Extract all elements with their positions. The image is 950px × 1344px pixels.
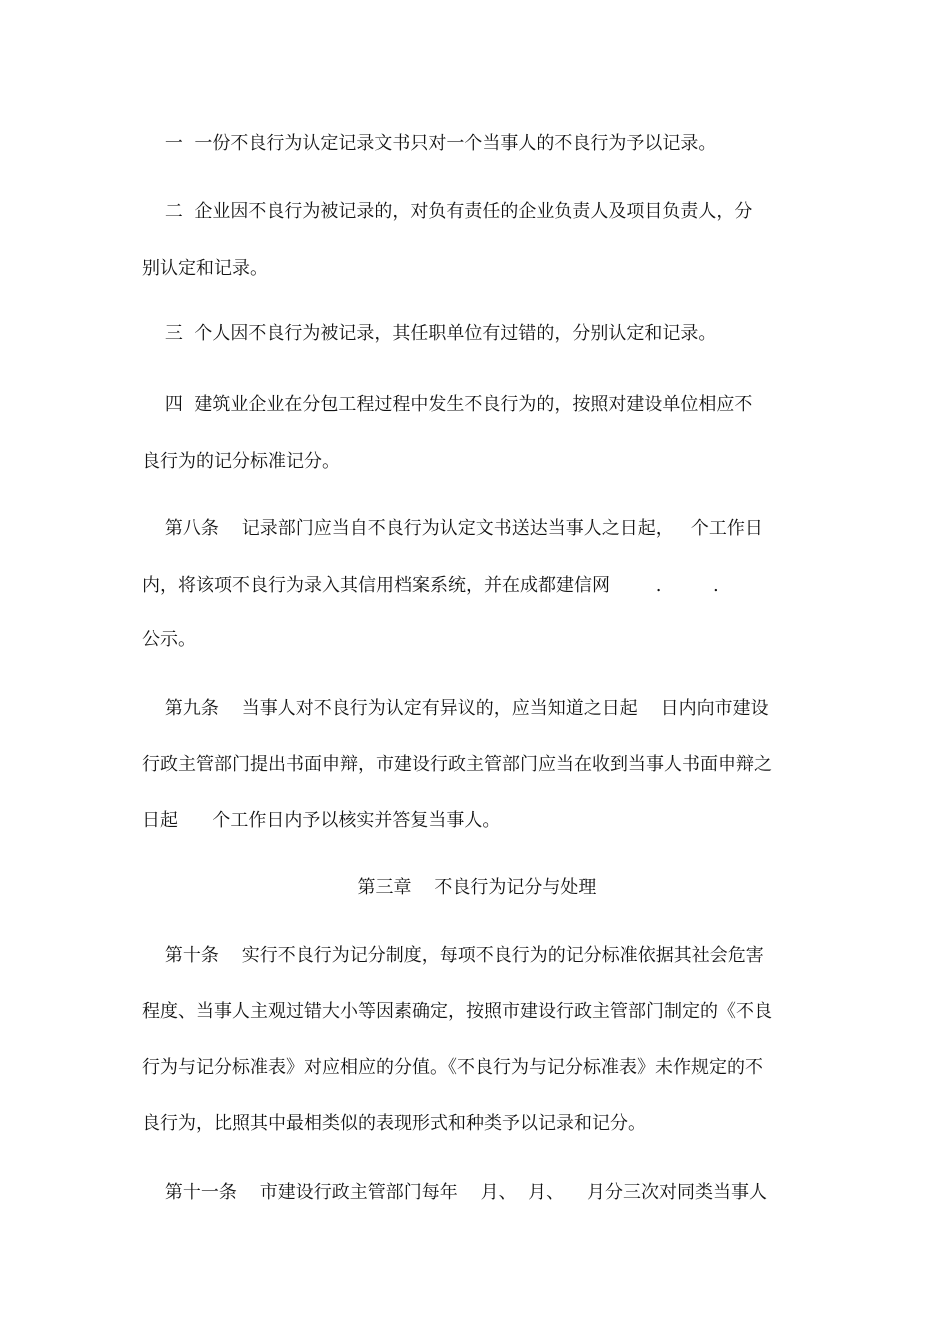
article-9-line-3: 日起 个工作日内予以核实并答复当事人。 [142, 810, 501, 831]
article-10-line-4: 良行为，比照其中最相类似的表现形式和种类予以记录和记分。 [142, 1113, 646, 1134]
paragraph-3-line-1: 三 个人因不良行为被记录，其任职单位有过错的，分别认定和记录。 [142, 323, 717, 344]
article-8-line-3: 公示。 [142, 629, 196, 650]
article-10-line-1: 第十条 实行不良行为记分制度，每项不良行为的记分标准依据其社会危害 [142, 945, 764, 966]
article-9-line-2: 行政主管部门提出书面申辩，市建设行政主管部门应当在收到当事人书面申辩之 [142, 754, 772, 775]
article-9-line-1: 第九条 当事人对不良行为认定有异议的，应当知道之日起 日内向市建设 [142, 698, 769, 719]
paragraph-4-line-2: 良行为的记分标准记分。 [142, 451, 340, 472]
article-8-line-2: 内，将该项不良行为录入其信用档案系统，并在成都建信网 . . [142, 575, 719, 596]
article-10-line-2: 程度、当事人主观过错大小等因素确定，按照市建设行政主管部门制定的《不良 [142, 1001, 772, 1022]
article-10-line-3: 行为与记分标准表》对应相应的分值。《不良行为与记分标准表》未作规定的不 [142, 1057, 763, 1078]
article-11-line-1: 第十一条 市建设行政主管部门每年 月、 月、 月分三次对同类当事人 [142, 1182, 767, 1203]
article-8-line-1: 第八条 记录部门应当自不良行为认定文书送达当事人之日起， 个工作日 [142, 518, 763, 539]
paragraph-2-line-2: 别认定和记录。 [142, 258, 268, 279]
paragraph-2-line-1: 二 企业因不良行为被记录的，对负有责任的企业负责人及项目负责人，分 [142, 201, 753, 222]
paragraph-4-line-1: 四 建筑业企业在分包工程过程中发生不良行为的，按照对建设单位相应不 [142, 394, 753, 415]
chapter-3-heading: 第三章 不良行为记分与处理 [357, 877, 597, 898]
paragraph-1-line-1: 一 一份不良行为认定记录文书只对一个当事人的不良行为予以记录。 [142, 133, 717, 154]
